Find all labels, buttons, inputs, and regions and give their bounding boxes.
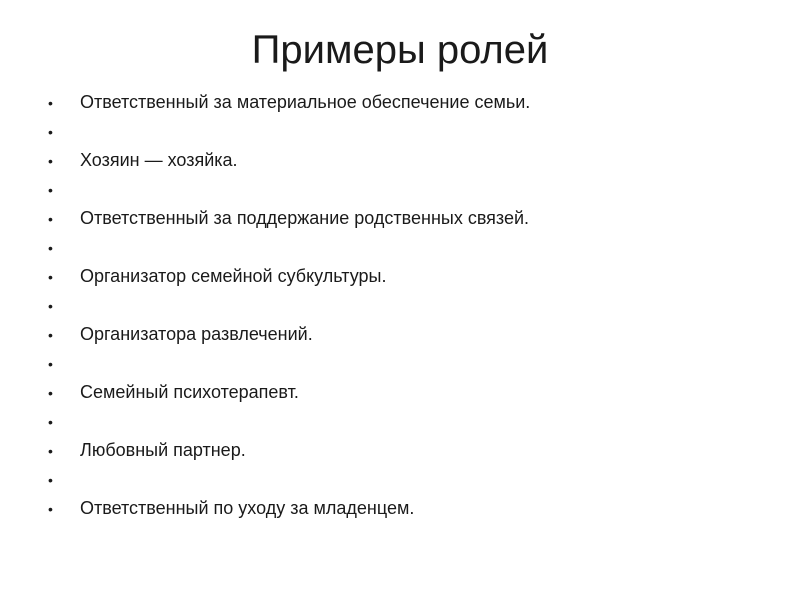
bullet-dot-icon: • bbox=[48, 355, 53, 372]
bullet-text: Ответственный за материальное обеспечение семьи. bbox=[80, 92, 531, 112]
bullet-item bbox=[48, 349, 768, 378]
bullet-dot-icon: • bbox=[48, 268, 53, 285]
bullet-item bbox=[48, 465, 768, 494]
bullet-text: Организатор семейной субкультуры. bbox=[80, 266, 387, 286]
bullet-dot-icon: • bbox=[48, 152, 53, 169]
bullet-dot-icon: • bbox=[48, 210, 53, 227]
bullet-dot-icon: • bbox=[48, 326, 53, 343]
bullet-list bbox=[48, 88, 768, 523]
slide-title: Примеры ролей bbox=[251, 28, 549, 72]
bullet-text: Ответственный за поддержание родственных связей. bbox=[80, 208, 530, 228]
bullet-dot-icon: • bbox=[48, 94, 53, 111]
bullet-dot-icon: • bbox=[48, 384, 53, 401]
bullet-text: Организатора развлечений. bbox=[80, 324, 313, 344]
bullet-dot-icon: • bbox=[48, 471, 53, 488]
bullet-item bbox=[48, 378, 768, 407]
bullet-text: Хозяин — хозяйка. bbox=[80, 150, 238, 170]
bullet-dot-icon: • bbox=[48, 239, 53, 256]
bullet-item bbox=[48, 494, 768, 523]
bullet-item bbox=[48, 291, 768, 320]
bullet-dot-icon: • bbox=[48, 297, 53, 314]
bullet-item bbox=[48, 146, 768, 175]
bullet-dot-icon: • bbox=[48, 500, 53, 517]
bullet-item bbox=[48, 88, 768, 117]
bullet-item bbox=[48, 436, 768, 465]
bullet-dot-icon: • bbox=[48, 123, 53, 140]
bullet-dot-icon: • bbox=[48, 413, 53, 430]
bullet-dot-icon: • bbox=[48, 181, 53, 198]
bullet-item bbox=[48, 233, 768, 262]
bullet-item bbox=[48, 320, 768, 349]
bullet-item bbox=[48, 175, 768, 204]
bullet-item bbox=[48, 407, 768, 436]
bullet-item bbox=[48, 262, 768, 291]
bullet-item bbox=[48, 117, 768, 146]
bullet-item bbox=[48, 204, 768, 233]
bullet-text: Любовный партнер. bbox=[80, 440, 246, 460]
bullet-dot-icon: • bbox=[48, 442, 53, 459]
bullet-text: Семейный психотерапевт. bbox=[80, 382, 299, 402]
bullet-text: Ответственный по уходу за младенцем. bbox=[80, 498, 415, 518]
